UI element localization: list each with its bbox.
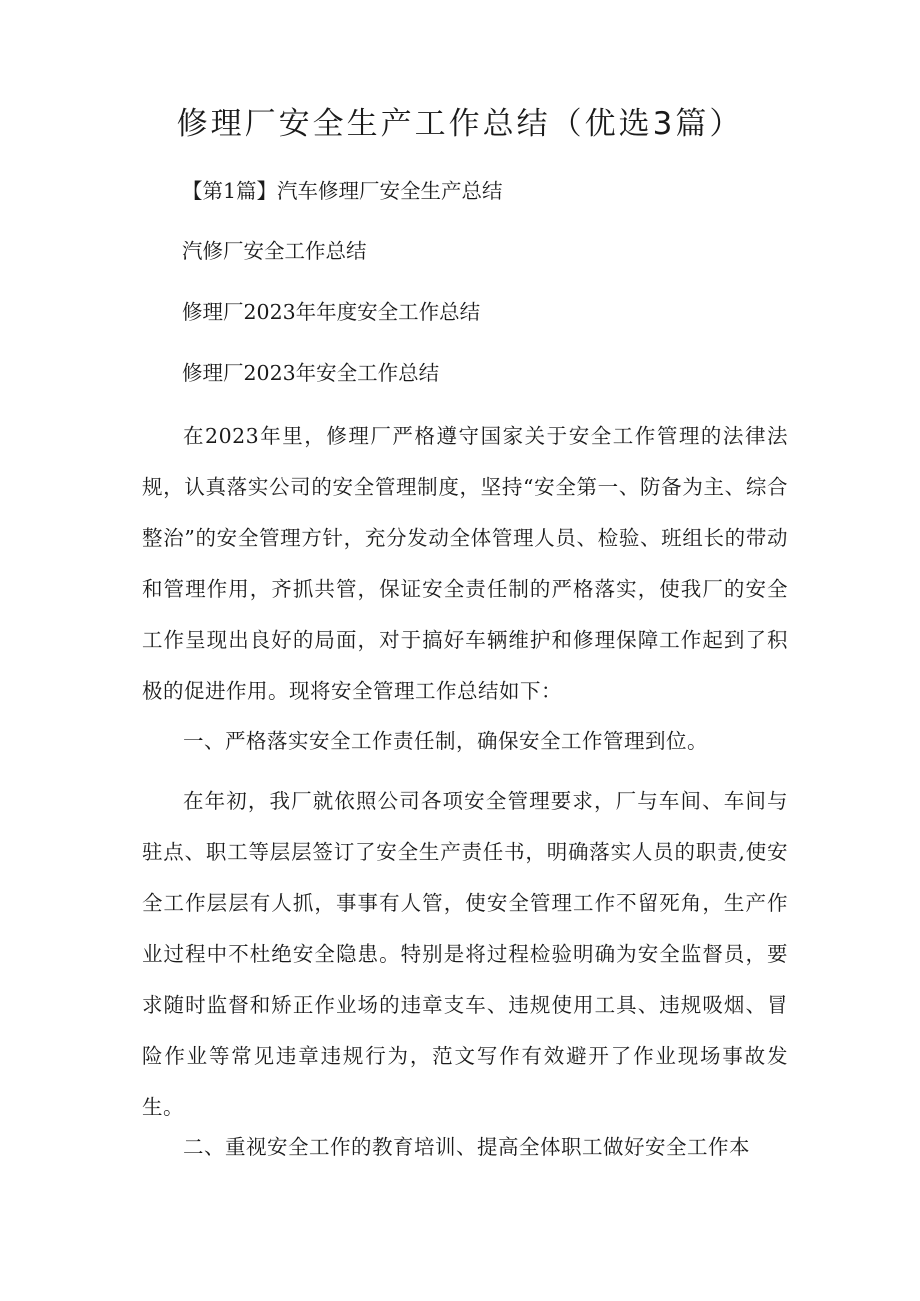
- document-title: 修理厂安全生产工作总结（优选3篇）: [176, 106, 744, 142]
- subheading-1: 汽修厂安全工作总结: [182, 239, 367, 263]
- subheading-2: 修理厂2023年年度安全工作总结: [182, 300, 481, 324]
- section-heading: 【第1篇】汽车修理厂安全生产总结: [182, 179, 503, 203]
- body-paragraph-4: 二、重视安全工作的教育培训、提高全体职工做好安全工作本: [183, 1135, 750, 1159]
- body-paragraph-3: 在年初，我厂就依照公司各项安全管理要求，厂与车间、车间与驻点、职工等层层签订了安全生产责任书，明确落实人员的职责,使安全工作层层有人抓，事事有人管，使安全管理工作不留死角，生产作业过程中不杜绝安全隐患。特别是将过程检验明确为安全监督员，要求随时监督和矫正作业场的违章支车、违规使用工具、违规吸烟、冒险作业等常见违章违规行为，范文写作有效避开了作业现场事故发生。: [142, 789, 788, 1119]
- body-paragraph-1: 在2023年里，修理厂严格遵守国家关于安全工作管理的法律法规，认真落实公司的安全管理制度，坚持“安全第一、防备为主、综合整治”的安全管理方针，充分发动全体管理人员、检验、班组长的带动和管理作用，齐抓共管，保证安全责任制的严格落实，使我厂的安全工作呈现出良好的局面，对于搞好车辆维护和修理保障工作起到了积极的促进作用。现将安全管理工作总结如下：: [142, 424, 788, 703]
- subheading-3: 修理厂2023年安全工作总结: [182, 361, 440, 385]
- body-paragraph-2: 一、严格落实安全工作责任制，确保安全工作管理到位。: [183, 729, 708, 753]
